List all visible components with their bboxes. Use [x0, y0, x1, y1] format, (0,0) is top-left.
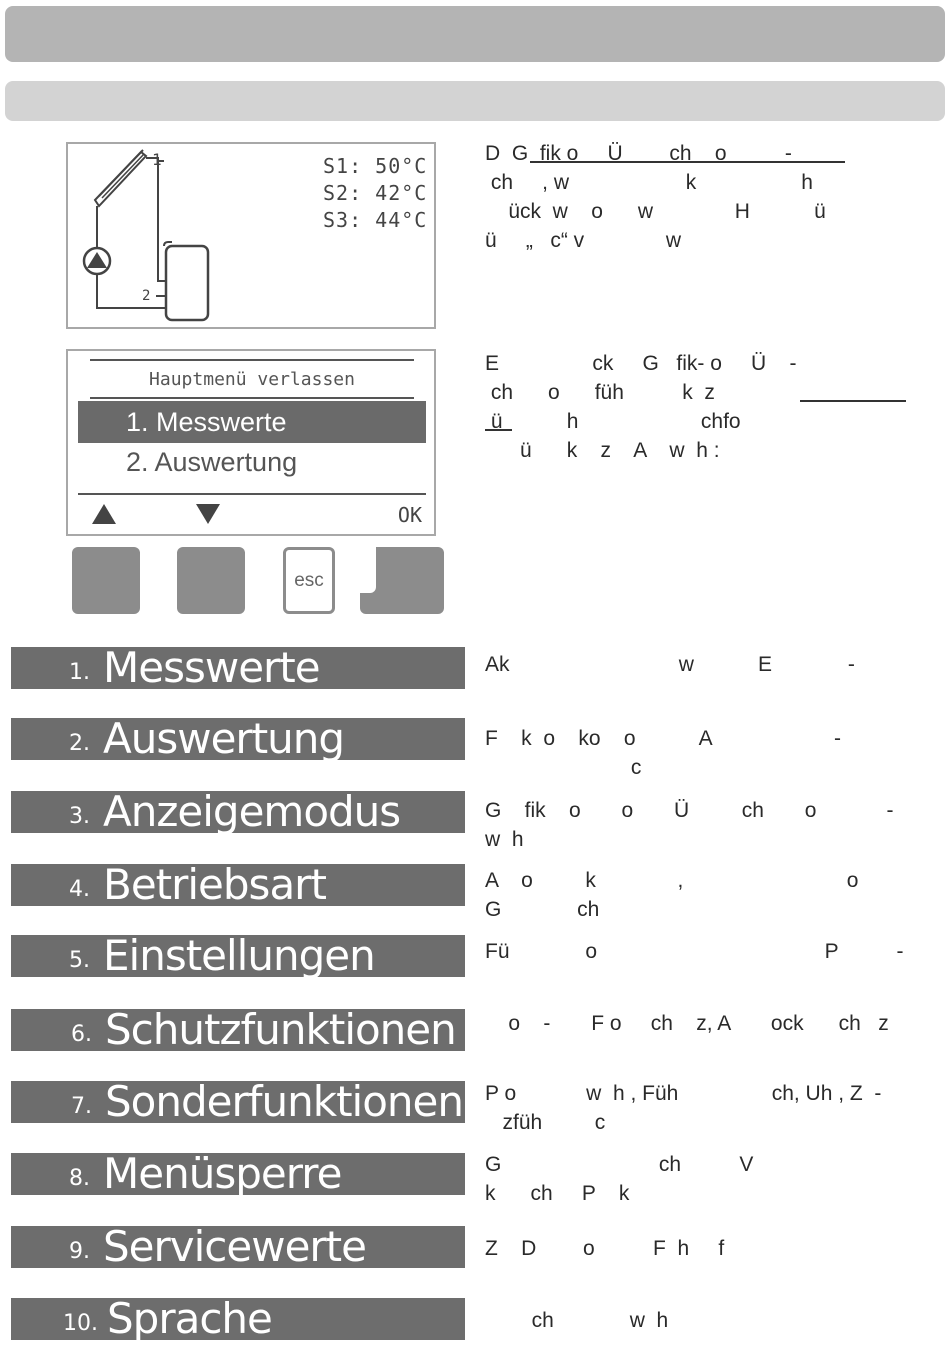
menu-item-description: F k o ko o A - c [485, 727, 841, 779]
menu-item-description: o - F o ch z, A ock ch z [485, 1012, 889, 1035]
menu-bar-number: 8. [69, 1166, 90, 1191]
menu-selected-item[interactable]: 1. Messwerte [78, 401, 426, 443]
menu-bar-number: 10. [63, 1311, 98, 1336]
menu-bar-number: 1. [69, 660, 90, 685]
menu-bar-label: Einstellungen [103, 931, 375, 980]
graphic-overview-display [66, 142, 436, 329]
menu-bar-label: Sprache [107, 1294, 272, 1343]
menu-bar-label: Sonderfunktionen [105, 1077, 464, 1126]
graphic-overview-description: D G fik o Ü ch o - ch , w k h ück w o w H ü ü „ c“ v w [485, 142, 826, 252]
menu-bar-label: Menüsperre [103, 1149, 342, 1198]
menu-bar-5 [11, 931, 465, 980]
menu-intro-underline-1 [800, 400, 906, 402]
menu-footer-divider [78, 493, 426, 495]
sensor-s2-reading: S2: 42°C [323, 181, 428, 205]
menu-bar-label: Anzeigemodus [103, 787, 401, 836]
menu-bar-6 [11, 1005, 465, 1054]
header-bar [5, 6, 945, 62]
menu-item-description: P o w h , Füh ch, Uh , Z - zfüh c [485, 1082, 882, 1134]
tank-icon [164, 242, 208, 320]
menu-item-description: A o k , o G ch [485, 869, 859, 921]
menu-bar-4 [11, 860, 465, 909]
down-button[interactable] [177, 547, 245, 614]
up-button[interactable] [72, 547, 140, 614]
arrow-down-icon [196, 504, 220, 524]
menu-intro-description: E ck G fik- o Ü - ch o füh k z ü h chfo ü k z A w h : [485, 352, 797, 462]
menu-bar-label: Servicewerte [103, 1222, 366, 1271]
esc-button[interactable]: esc [283, 547, 335, 614]
ok-label: OK [397, 503, 422, 527]
ok-button-notch [360, 547, 376, 593]
menu-bar-2 [11, 714, 465, 763]
tank-sensor-label: 2 [142, 288, 151, 304]
menu-item-description: Z D o F h f [485, 1237, 725, 1260]
menu-bar-number: 5. [69, 948, 90, 973]
menu-item-description: Ak w E - [485, 653, 855, 676]
menu-intro-underline-2 [485, 429, 512, 431]
menu-bar-label: Messwerte [103, 643, 320, 692]
menu-item-description: ch w h [485, 1309, 669, 1332]
menu-bar-9 [11, 1222, 465, 1271]
arrow-up-icon [92, 504, 116, 524]
menu-bar-number: 3. [69, 804, 90, 829]
sensor-s3-reading: S3: 44°C [323, 208, 428, 232]
main-menu-display [66, 349, 436, 536]
section-bar [5, 81, 945, 121]
menu-bar-3 [11, 787, 465, 836]
menu-item-auswertung[interactable]: 2. Auswertung [126, 447, 298, 477]
menu-item-description: Fü o P - [485, 940, 904, 963]
menu-exit-header[interactable]: Hauptmenü verlassen [90, 359, 414, 399]
menu-bar-8 [11, 1149, 465, 1198]
menu-item-description: G ch V k ch P k [485, 1153, 754, 1205]
menu-item-description: G fik o o Ü ch o - w h [485, 799, 894, 851]
menu-bar-label: Schutzfunktionen [105, 1005, 456, 1054]
menu-bar-number: 6. [71, 1022, 92, 1047]
collector-icon [95, 150, 146, 206]
graphic-overview-underline [530, 161, 845, 163]
menu-bar-number: 4. [69, 877, 90, 902]
menu-bar-number: 2. [69, 731, 90, 756]
menu-bar-1 [11, 643, 465, 692]
menu-bar-label: Betriebsart [103, 860, 326, 909]
collector-sensor-label: 1 [152, 150, 162, 169]
menu-bar-number: 7. [71, 1094, 92, 1119]
menu-bar-label: Auswertung [103, 714, 345, 763]
pump-icon [84, 248, 110, 274]
menu-bar-number: 9. [69, 1239, 90, 1264]
menu-bar-10 [11, 1294, 465, 1343]
sensor-s1-reading: S1: 50°C [323, 154, 428, 178]
menu-bar-7 [11, 1077, 465, 1126]
